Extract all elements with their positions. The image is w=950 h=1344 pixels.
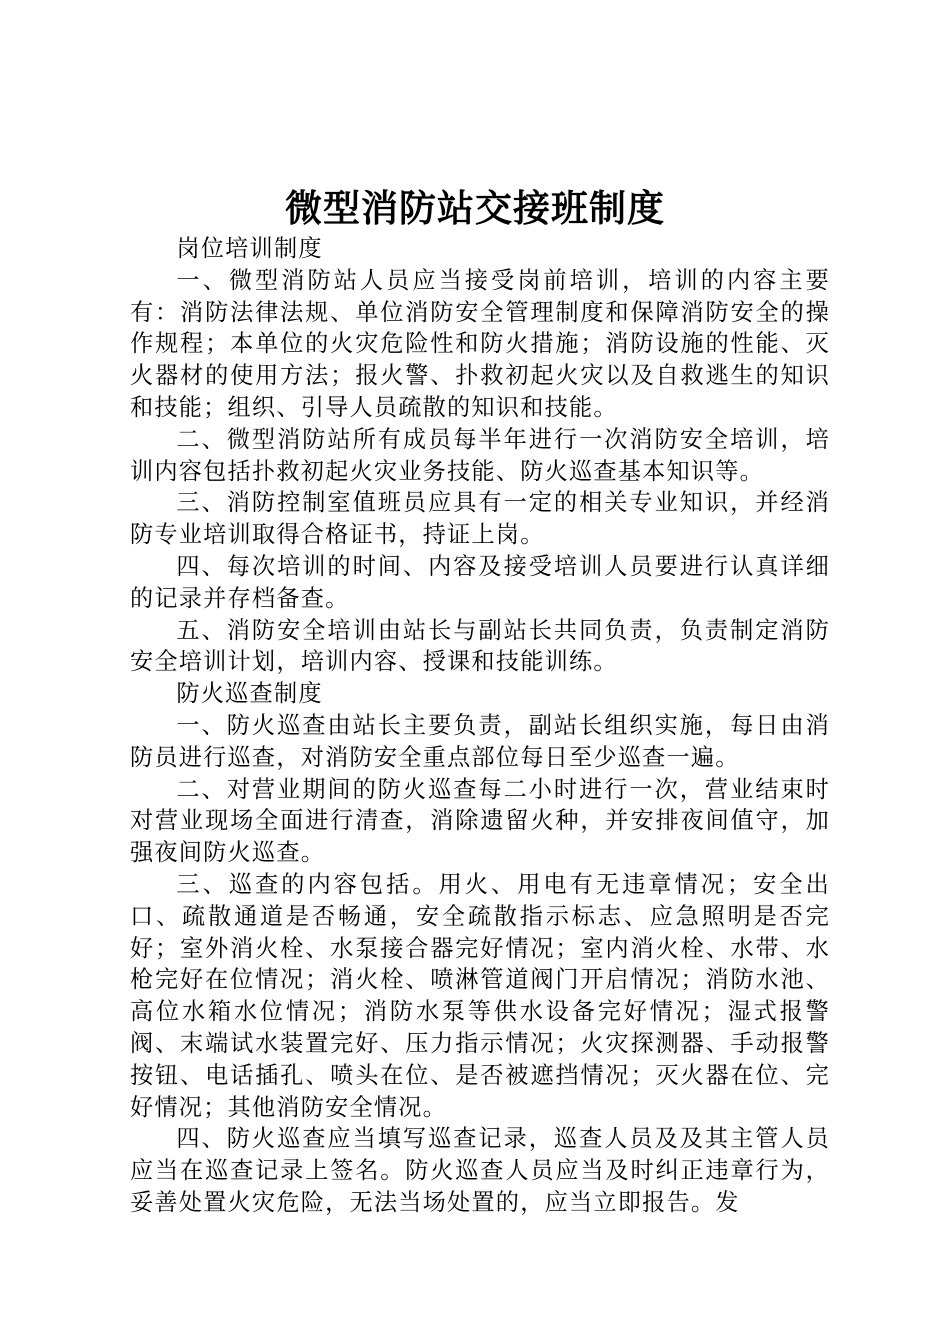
paragraph: 五、消防安全培训由站长与副站长共同负责，负责制定消防安全培训计划，培训内容、授课和技能训练。 — [130, 616, 830, 676]
section-heading-patrol: 防火巡查制度 — [176, 680, 323, 708]
document-title: 微型消防站交接班制度 — [285, 186, 665, 230]
paragraph: 二、对营业期间的防火巡查每二小时进行一次，营业结束时对营业现场全面进行清查，消除遗留火种，并安排夜间值守，加强夜间防火巡查。 — [130, 775, 830, 867]
document-body — [130, 233, 830, 1219]
paragraph: 三、巡查的内容包括。用火、用电有无违章情况；安全出口、疏散通道是否畅通，安全疏散指示标志、应急照明是否完好；室外消火栓、水泵接合器完好情况；室内消火栓、水带、水枪完好在位情况；消火栓、喷淋管道阀门开启情况；消防水池、高位水箱水位情况；消防水泵等供水设备完好情况；湿式报警阀、末端试水装置完好、压力指示情况；火灾探测器、手动报警按钮、电话插孔、喷头在位、是否被遮挡情况；灭火器在位、完好情况；其他消防安全情况。 — [130, 870, 830, 1121]
section-heading-training: 岗位培训制度 — [176, 235, 323, 262]
paragraph: 一、防火巡查由站长主要负责，副站长组织实施，每日由消防员进行巡查，对消防安全重点部位每日至少巡查一遍。 — [130, 711, 830, 771]
paragraph: 二、微型消防站所有成员每半年进行一次消防安全培训，培训内容包括扑救初起火灾业务技能、防火巡查基本知识等。 — [130, 425, 830, 485]
paragraph: 四、防火巡查应当填写巡查记录，巡查人员及及其主管人员应当在巡查记录上签名。防火巡查人员应当及时纠正违章行为，妥善处置火灾危险，无法当场处置的，应当立即报告。发 — [130, 1125, 830, 1216]
paragraph: 一、微型消防站人员应当接受岗前培训，培训的内容主要有：消防法律法规、单位消防安全管理制度和保障消防安全的操作规程；本单位的火灾危险性和防火措施；消防设施的性能、灭火器材的使用方法；报火警、扑救初起火灾以及自救逃生的知识和技能；组织、引导人员疏散的知识和技能。 — [130, 266, 830, 421]
paragraph: 三、消防控制室值班员应具有一定的相关专业知识，并经消防专业培训取得合格证书，持证上岗。 — [130, 489, 830, 549]
paragraph: 四、每次培训的时间、内容及接受培训人员要进行认真详细的记录并存档备查。 — [130, 552, 830, 612]
